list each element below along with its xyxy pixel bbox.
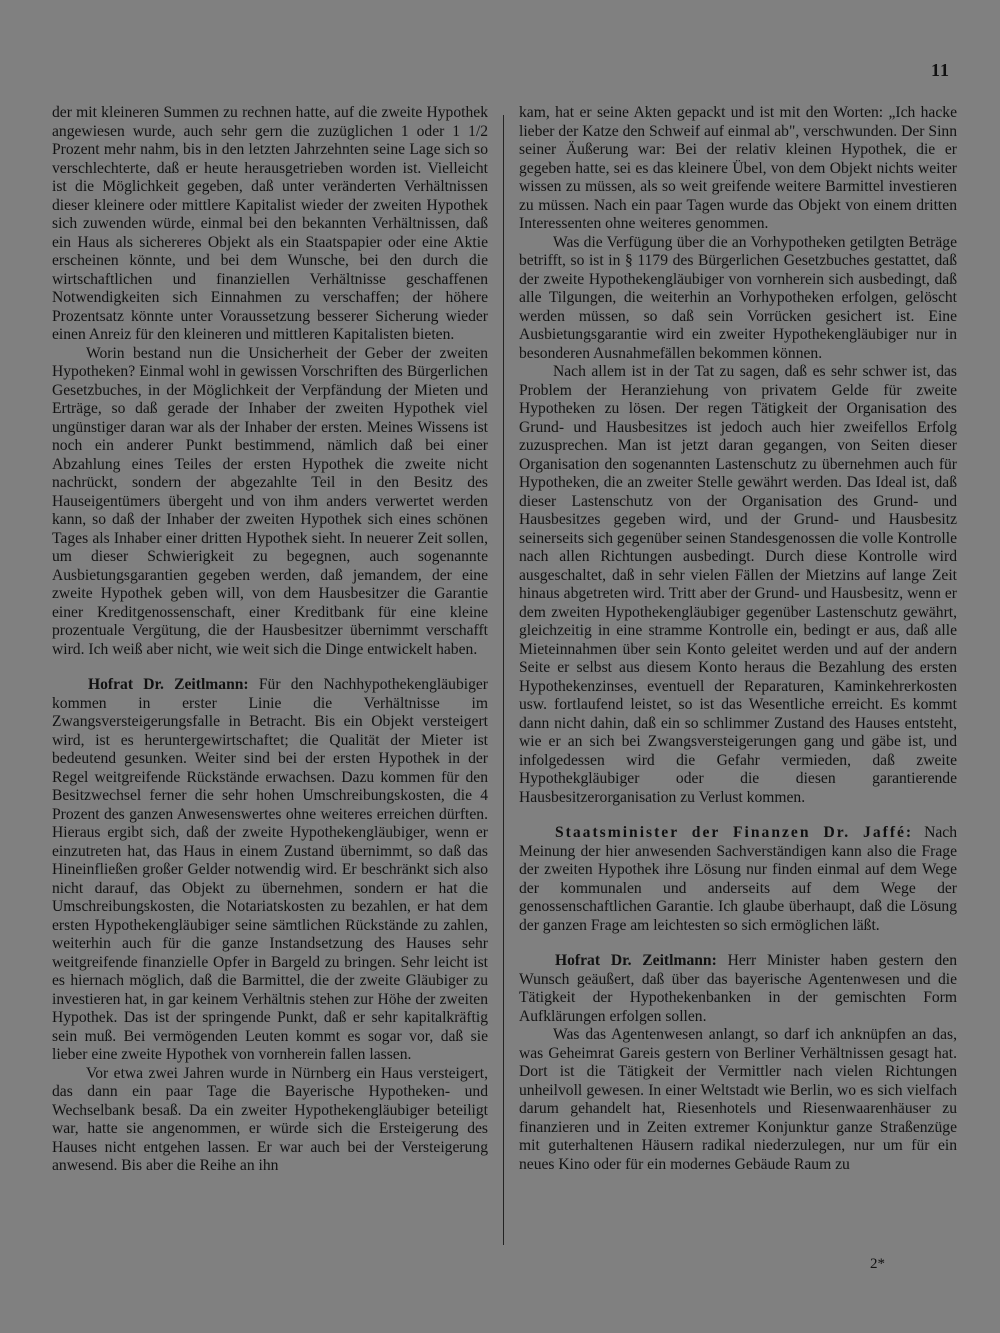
speech-paragraph	[519, 952, 957, 1026]
speech-paragraph	[519, 824, 957, 935]
left-column	[52, 104, 488, 1176]
paragraph: kam, hat er seine Akten gepackt und ist mit den Worten: „Ich hacke lieber der Katze den Schweif auf einmal ab", verschwunden. Der Sinn seiner Äußerung war: Bei der relativ kleinen Hypothek, die er gegeben hatte, sei es das kleinere Übel, von dem Objekt nichts weiter wissen zu müssen, als so weit greifende weitere Barmittel investieren zu müssen. Nach ein paar Tagen wurde das Objekt von einem dritten Interessenten ohne weiteres genommen.	[519, 104, 957, 232]
paragraph: Vor etwa zwei Jahren wurde in Nürnberg ein Haus versteigert, das dann ein paar Tage die Bayerische Hypotheken- und Wechselbank besaß. Da ein zweiter Hypothekengläubiger beteiligt war, hatte sie angenommen, er würde sich die Ersteigerung des Hauses nicht entgehen lassen. Er war auch bei der Versteigerung anwesend. Bis aber die Reihe an ihn	[52, 1064, 488, 1174]
speaker-name: Staatsminister der Finanzen Dr. Jaffé:	[555, 824, 914, 841]
speaker-name: Hofrat Dr. Zeitlmann:	[88, 676, 249, 693]
column-divider	[503, 115, 504, 1245]
speech-text: Nach Meinung der hier anwesenden Sachverständigen kann also die Frage der zweiten Hypothek ihre Lösung nur finden einmal auf dem Wege der kommunalen und anderseits auf dem Wege der genossenschaftlichen Garantie. Ich glaube überhaupt, daß die Lösung der ganzen Frage am leichtesten so sich ermöglichen läßt.	[519, 824, 957, 934]
printer-signature: 2*	[870, 1256, 885, 1272]
paragraph: Worin bestand nun die Unsicherheit der Geber der zweiten Hypotheken? Einmal wohl in gewissen Vorschriften des Bürgerlichen Gesetzbuches, in der Möglichkeit der Verpfändung der Mieten und Erträge, so daß gerade der Inhaber der zweiten Hypothek viel ungünstiger daran war als der Inhaber der ersten. Meines Wissens ist noch ein anderer Punkt bestimmend, nämlich daß bei einer Abzahlung eines Teiles der ersten Hypothek die zweite nicht nachrückt, sondern der abgezahlte Teil in den Besitz des Hauseigentümers übergeht und von ihm anders verwertet werden kann, so daß der Inhaber der zweiten Hypothek sich eines schönen Tages als Inhaber einer dritten Hypothek sieht. In neuerer Zeit sollen, um dieser Schwierigkeit zu begegnen, auch sogenannte Ausbietungsgarantien gegeben werden, daß jemandem, der eine zweite Hypothek geben will, von dem Hausbesitzer die Garantie einer Kreditgenossenschaft, einer Kreditbank für eine kleine prozentuale Vergütung, die der Hausbesitzer übernimmt verschafft wird. Ich weiß aber nicht, wie weit sich die Dinge entwickelt haben.	[52, 344, 488, 658]
speech-text: Für den Nachhypothekengläubiger kommen in erster Linie die Verhältnisse im Zwangsversteigerungsfalle in Betracht. Bis ein Objekt versteigert wird, ist es heruntergewirtschaftet; die Qualität der Mieter ist bedeutend gesunken. Weiter sind bei der ersten Hypothek in der Regel weitgreifende Rückstände erwachsen. Dazu kommen für den Besitzwechsel ferner die sehr hohen Umschreibungskosten, die 4 Prozent des ganzen Anwesenswertes ohne weiteres erreichen dürften. Hieraus ergibt sich, daß der zweite Hypothekengläubiger, wenn er einzutreten hat, das Haus in einem Zustand übernimmt, so daß das Hineinfließen großer Gelder notwendig wird. Er beschränkt sich also nicht darauf, das Objekt zu übernehmen, sondern er hat die Umschreibungskosten, die Notariatskosten zu bezahlen, er hat dem ersten Hypothekengläubiger seine sämtlichen Rückstände zu zahlen, weiterhin auch für die ganze Instandsetzung des Hauses sehr weitgreifende finanzielle Opfer in Bargeld zu bringen. Sehr leicht ist es hiernach möglich, daß die Barmittel, die der zweite Gläubiger zu investieren hat, in gar keinem Verhältnis stehen zur Höhe der zweiten Hypothek. Das ist der springende Punkt, daß er sehr kapitalkräftig sein muß. Bei vermögenden Leuten kommt es sogar vor, daß sie lieber eine zweite Hypothek von vornherein fallen lassen.	[52, 676, 488, 1063]
paragraph: der mit kleineren Summen zu rechnen hatte, auf die zweite Hypothek angewiesen wurde, auch sehr gern die zuzüglichen 1 oder 1 1/2 Prozent mehr nahm, bis in den letzten Jahrzehnten seine Lage sich so verschlechterte, daß er heute herausgetrieben worden ist. Vielleicht ist die Möglichkeit gegeben, daß unter veränderten Verhältnissen dieser kleinere oder mittlere Kapitalist wieder der zweiten Hypothek sich zuwenden würde, einmal bei den bekannten Verhältnissen, daß ein Haus als sichereres Objekt als ein Staatspapier oder eine Aktie erscheinen könnte, und bei dem Wunsche, bei den durch die wirtschaftlichen und finanziellen Verhältnisse geschaffenen Notwendigkeiten sich Einnahmen zu verschaffen; der höhere Prozentsatz könnte unter Voraussetzung besserer Sicherung wieder einen Anreiz für den kleineren und mittleren Kapitalisten bieten.	[52, 104, 488, 343]
paragraph: Was die Verfügung über die an Vorhypotheken getilgten Beträge betrifft, so ist in § 1179 des Bürgerlichen Gesetzbuches gestattet, daß der zweite Hypothekengläubiger von vornherein sich ausbedingt, daß alle Tilgungen, die weiterhin an Vorhypotheken erfolgen, gelöscht werden müssen, so daß sein Vorrücken gesichert ist. Eine Ausbietungsgarantie wird ein zweiter Hypothekengläubiger nur in besonderen Ausnahmefällen bekommen können.	[519, 233, 957, 362]
paragraph: Was das Agentenwesen anlangt, so darf ich anknüpfen an das, was Geheimrat Gareis gestern von Berliner Verhältnissen gesagt hat. Dort ist die Tätigkeit der Vermittler nach vielen Richtungen unheilvoll gewesen. In einer Weltstadt wie Berlin, wo es sich vielfach darum gehandelt hat, Riesenhotels und Riesenwaarenhäuser zu finanzieren und in Zeiten extremer Konjunktur ganze Straßenzüge mit guterhaltenen Häusern radikal niederzulegen, nur um für ein neues Kino oder für ein modernes Gebäude Raum zu	[519, 1026, 957, 1173]
speaker-name: Hofrat Dr. Zeitlmann:	[555, 952, 717, 969]
paragraph: Nach allem ist in der Tat zu sagen, daß es sehr schwer ist, das Problem der Heranziehung von privatem Gelde für zweite Hypotheken zu lösen. Der regen Tätigkeit der Organisation des Grund- und Hausbesitzes ist jedoch auch hier zweifellos Erfolg zuzusprechen. Man ist jetzt daran gegangen, von Seiten dieser Organisation den sogenannten Lastenschutz zu übernehmen auch für Hypotheken, die an zweiter Stelle gewährt werden. Das Ideal ist, daß dieser Lastenschutz von der Organisation des Grund- und Hausbesitzes gegeben wird, und der Grund- und Hausbesitz seinerseits sich gegenüber seinen Standesgenossen die volle Kontrolle nach allen Richtungen ausbedingt. Durch diese Kontrolle wird ausgeschaltet, daß in sehr vielen Fällen der Mietzins auf lange Zeit hinaus abgetreten wird. Tritt aber der Grund- und Hausbesitz, wenn er dem zweiten Hypothekengläubiger gegenüber Lastenschutz gewährt, gleichzeitig in eine stramme Kontrolle ein, bedingt er aus, daß alle Mieteinnahmen über sein Konto geleitet werden und auf der andern Seite er selbst aus diesem Konto heraus die Bezahlung des ersten Hypothekenzinses, eventuell der Reparaturen, Kaminkehrerkosten usw. fortlaufend leistet, so ist das Wesentliche erreicht. Es kommt dann nicht dahin, daß ein so schlimmer Zustand des Hauses entsteht, wie er an sich bei Zwangsversteigerungen gang und gäbe ist, und infolgedessen wird die Gefahr vermieden, daß zweite Hypothekgläubiger oder die diesen garantierende Hausbesitzerorganisation zu Verlust kommen.	[519, 363, 957, 806]
right-column	[519, 104, 957, 1174]
page-number: 11	[930, 60, 950, 80]
speech-paragraph	[52, 676, 488, 1065]
speech-text: Herr Minister haben gestern den Wunsch geäußert, daß über das bayerische Agentenwesen und die Tätigkeit der Hypothekenbanken in der gemischten Form Aufklärungen erfolgen sollen.	[519, 952, 957, 1025]
